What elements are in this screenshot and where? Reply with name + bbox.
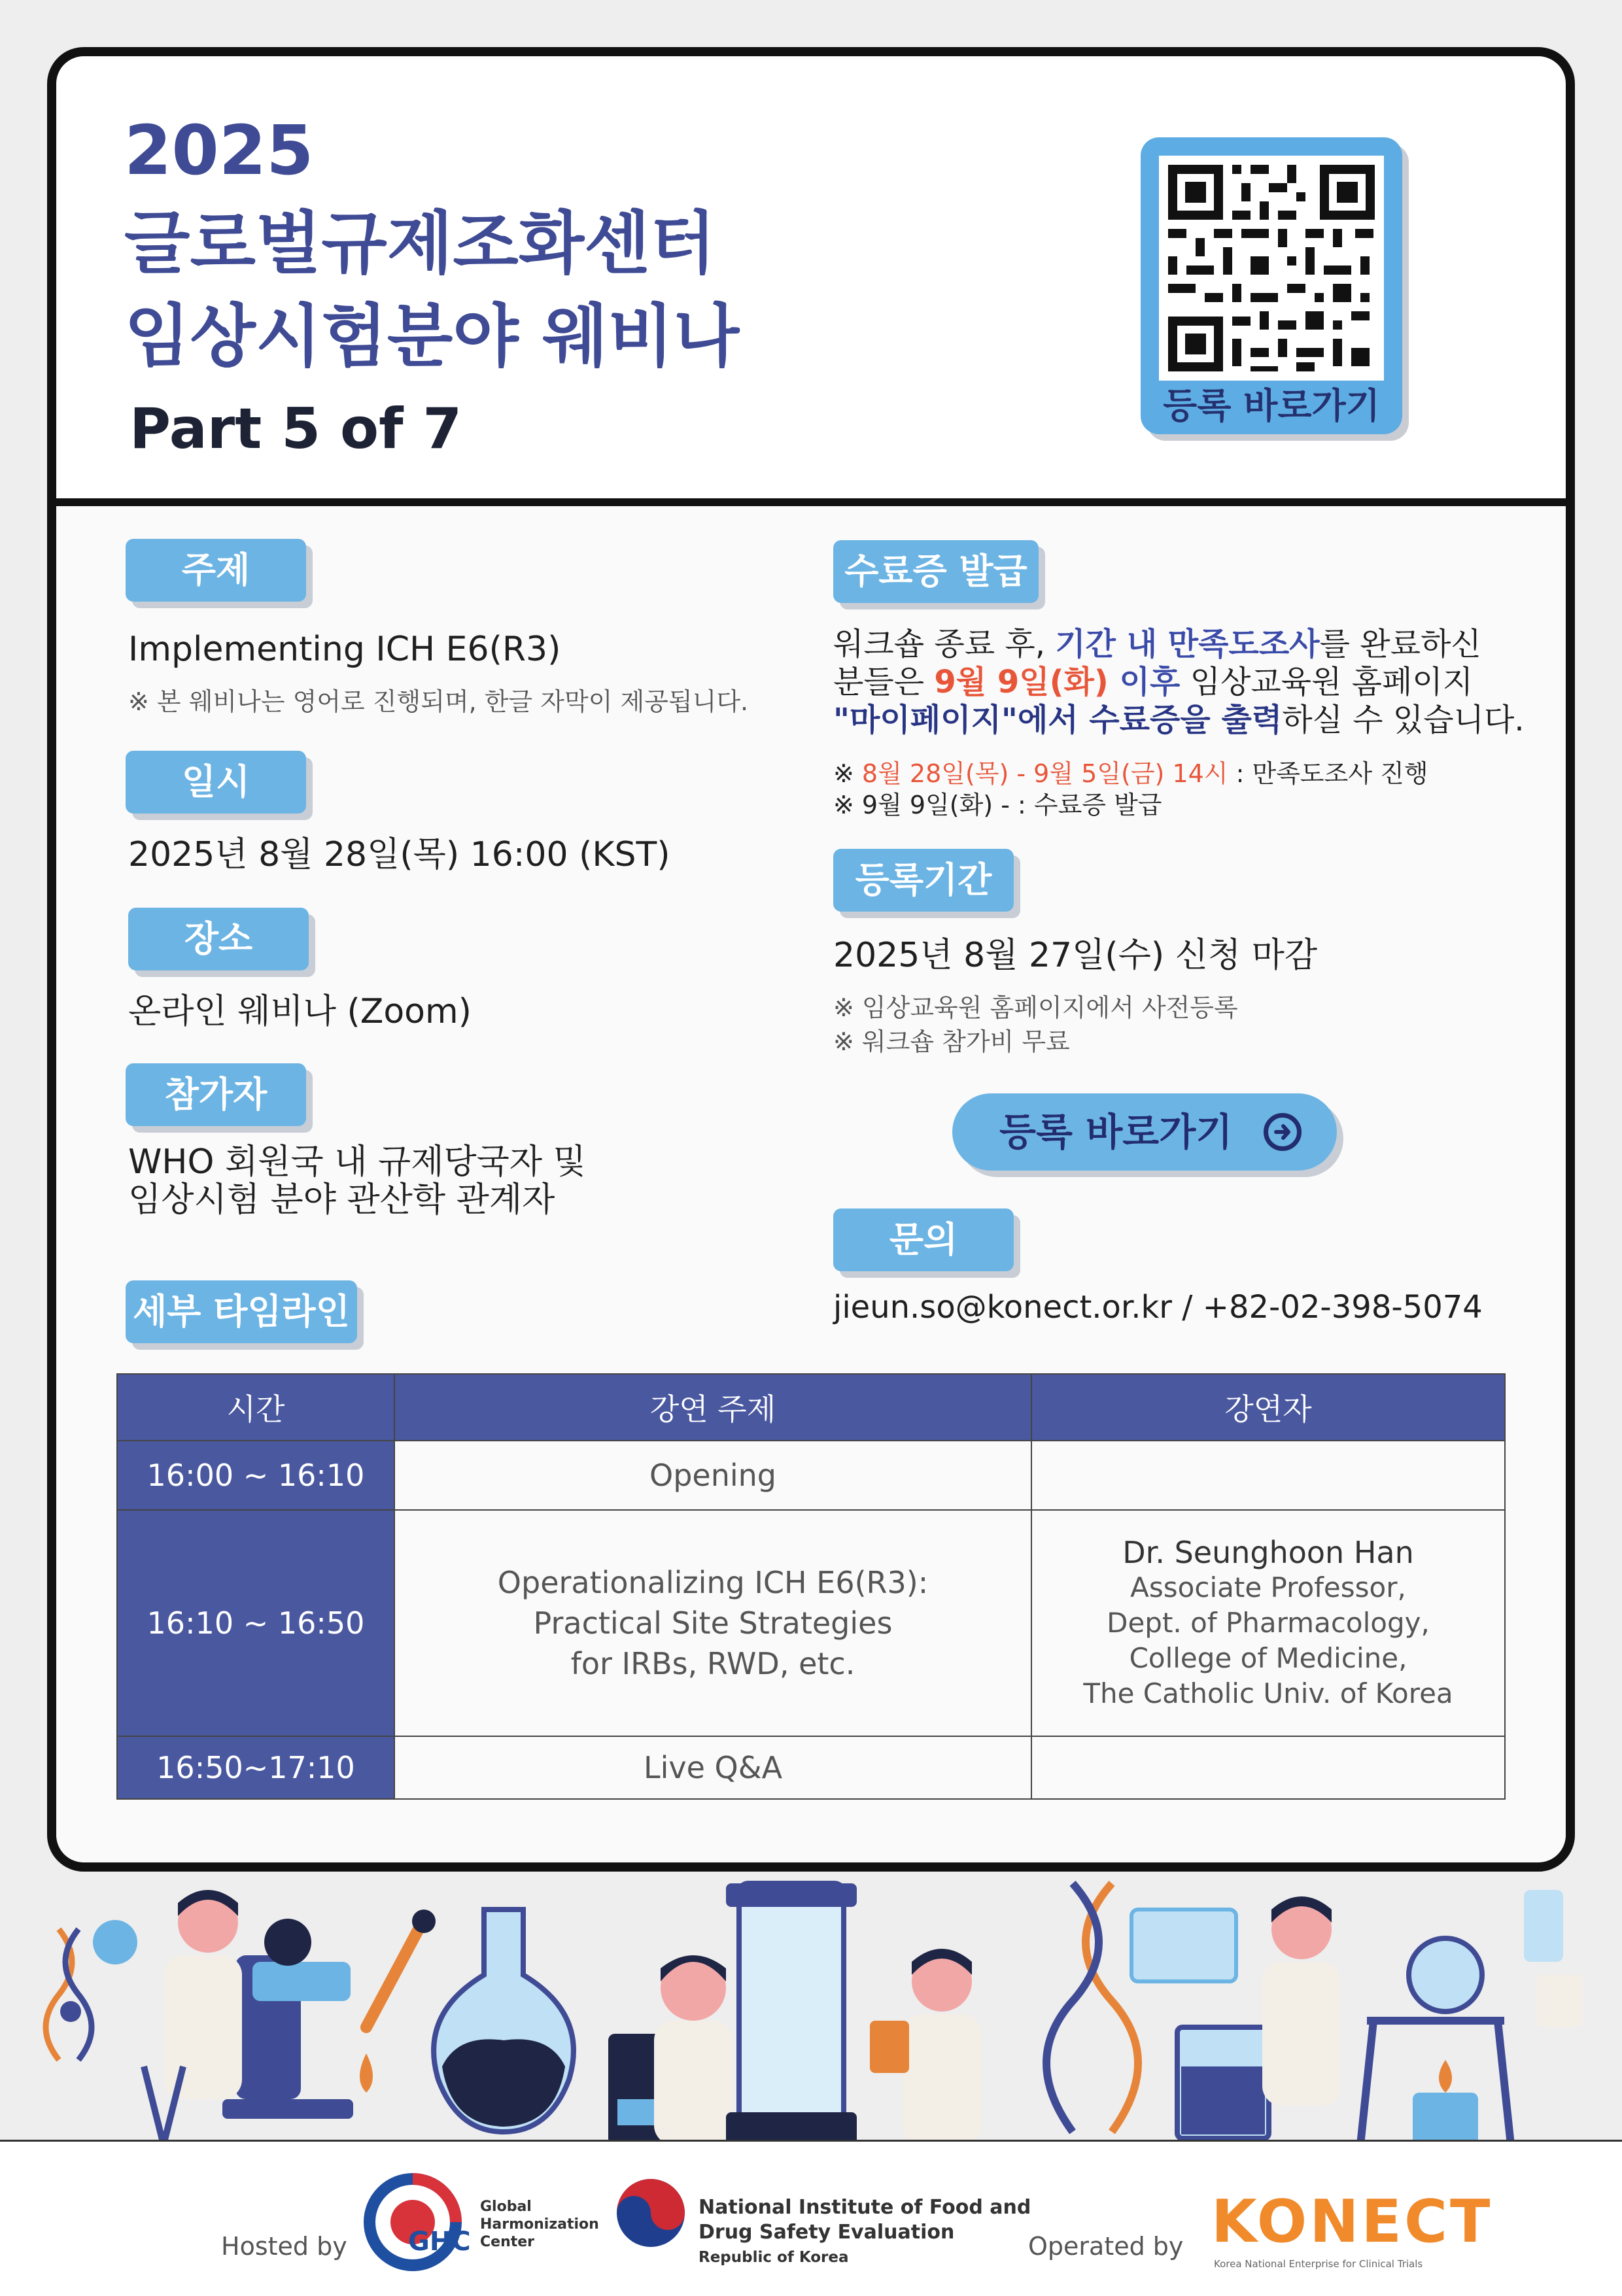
scientist-icon <box>1262 1896 1341 2106</box>
participants-line-2: 임상시험 분야 관산학 관계자 <box>128 1180 555 1220</box>
venue-label: 장소 <box>128 908 309 970</box>
ghc-name-line: Global <box>480 2199 532 2215</box>
registration-note-1: ※ 임상교육원 홈페이지에서 사전등록 <box>833 993 1238 1022</box>
scientist-icon <box>870 1949 981 2145</box>
year-title: 2025 <box>124 111 314 190</box>
certificate-label: 수료증 발급 <box>833 540 1039 603</box>
datetime-label: 일시 <box>126 751 306 814</box>
topic-label: 주제 <box>126 539 306 602</box>
topic-note: ※ 본 웨비나는 영어로 진행되며, 한글 자막이 제공됩니다. <box>128 687 749 716</box>
nifds-name <box>699 2195 1031 2270</box>
datetime-value: 2025년 8월 28일(목) 16:00 (KST) <box>128 835 670 874</box>
burner-stand-icon <box>1360 1938 1511 2145</box>
registration-value: 2025년 8월 27일(수) 신청 마감 <box>833 936 1318 975</box>
qr-label[interactable]: 등록 바로가기 <box>1163 385 1380 426</box>
venue-value: 온라인 웨비나 (Zoom) <box>128 992 472 1031</box>
document-icon <box>1524 1890 1583 2027</box>
footer <box>0 2140 1622 2296</box>
dropper-icon <box>360 1910 436 2093</box>
timeline-label: 세부 타임라인 <box>126 1280 357 1343</box>
topic-line: Operationalizing ICH E6(R3): <box>497 1565 929 1600</box>
table-row <box>117 1736 1505 1799</box>
qr-code[interactable] <box>1159 156 1384 381</box>
scientist-icon <box>654 1955 733 2145</box>
ghc-logo-text: GHC <box>408 2227 471 2257</box>
row-speaker <box>1031 1441 1505 1510</box>
row-topic: Opening <box>394 1441 1031 1510</box>
certificate-note-1: ※ 8월 28일(목) - 9월 5일(금) 14시 : 만족도조사 진행 <box>833 759 1428 788</box>
topic-line: Practical Site Strategies <box>533 1605 893 1641</box>
flask-icon <box>434 1910 574 2132</box>
arrow-right-icon[interactable] <box>1264 1113 1302 1151</box>
topic-value: Implementing ICH E6(R3) <box>128 630 561 669</box>
certificate-line-1: 워크숍 종료 후, 기간 내 만족도조사를 완료하신 <box>833 626 1481 662</box>
header-time: 시간 <box>117 1374 394 1441</box>
row-time: 16:50~17:10 <box>117 1736 394 1799</box>
timeline-table <box>116 1373 1506 1800</box>
monitor-icon <box>1131 1910 1236 1981</box>
register-button[interactable] <box>952 1093 1337 1171</box>
speaker-line: Associate Professor, <box>1130 1571 1406 1603</box>
row-topic <box>394 1510 1031 1736</box>
row-speaker <box>1031 1510 1505 1736</box>
registration-label: 등록기간 <box>833 849 1014 912</box>
hosted-by-label: Hosted by <box>221 2232 347 2261</box>
header-speaker: 강연자 <box>1031 1374 1505 1441</box>
dna-icon <box>1046 1883 1138 2132</box>
row-topic: Live Q&A <box>394 1736 1031 1799</box>
lab-illustration <box>0 1870 1622 2145</box>
row-time: 16:10 ~ 16:50 <box>117 1510 394 1736</box>
register-button-label[interactable]: 등록 바로가기 <box>999 1110 1233 1154</box>
part-label: Part 5 of 7 <box>129 396 462 462</box>
participants-line-1: WHO 회원국 내 규제당국자 및 <box>128 1142 586 1182</box>
title-line-2: 임상시험분야 웨비나 <box>124 296 740 376</box>
ghc-name-line: Harmonization <box>480 2216 599 2233</box>
nifds-emblem-icon <box>615 2177 687 2249</box>
topic-line: for IRBs, RWD, etc. <box>570 1646 855 1681</box>
title-line-1: 글로벌규제조화센터 <box>124 203 716 283</box>
qr-registration-link[interactable] <box>1141 137 1402 434</box>
speaker-line: The Catholic Univ. of Korea <box>1083 1677 1453 1709</box>
speaker-line: College of Medicine, <box>1129 1642 1407 1674</box>
certificate-line-2: 분들은 9월 9일(화) 이후 임상교육원 홈페이지 <box>833 664 1474 700</box>
contact-label: 문의 <box>833 1208 1014 1271</box>
table-row <box>117 1510 1505 1736</box>
konect-subtitle: Korea National Enterprise for Clinical Trials <box>1214 2258 1423 2270</box>
speaker-name: Dr. Seunghoon Han <box>1122 1535 1414 1570</box>
operated-by-label: Operated by <box>1028 2232 1184 2261</box>
certificate-line-3: "마이페이지"에서 수료증을 출력하실 수 있습니다. <box>833 702 1525 738</box>
nifds-name-line: National Institute of Food and <box>699 2196 1031 2219</box>
participants-label: 참가자 <box>126 1063 306 1126</box>
ghc-name-line: Center <box>480 2234 535 2250</box>
beaker-icon <box>1177 2027 1269 2138</box>
registration-note-2: ※ 워크숍 참가비 무료 <box>833 1027 1070 1056</box>
header-topic: 강연 주제 <box>394 1374 1031 1441</box>
certificate-note-2: ※ 9월 9일(화) - : 수료증 발급 <box>833 791 1162 819</box>
row-speaker <box>1031 1736 1505 1799</box>
table-row <box>117 1441 1505 1510</box>
nifds-name-line: Drug Safety Evaluation <box>699 2221 955 2244</box>
dna-icon <box>46 1929 92 2060</box>
table-header-row <box>117 1374 1505 1441</box>
nifds-country: Republic of Korea <box>699 2249 849 2266</box>
konect-logo: KONECT <box>1211 2187 1493 2256</box>
speaker-line: Dept. of Pharmacology, <box>1107 1607 1430 1639</box>
header-divider <box>51 498 1571 506</box>
row-time: 16:00 ~ 16:10 <box>117 1441 394 1510</box>
test-tube-icon <box>726 1883 857 2145</box>
contact-value[interactable]: jieun.so@konect.or.kr / +82-02-398-5074 <box>833 1289 1483 1326</box>
ghc-name <box>480 2198 599 2251</box>
